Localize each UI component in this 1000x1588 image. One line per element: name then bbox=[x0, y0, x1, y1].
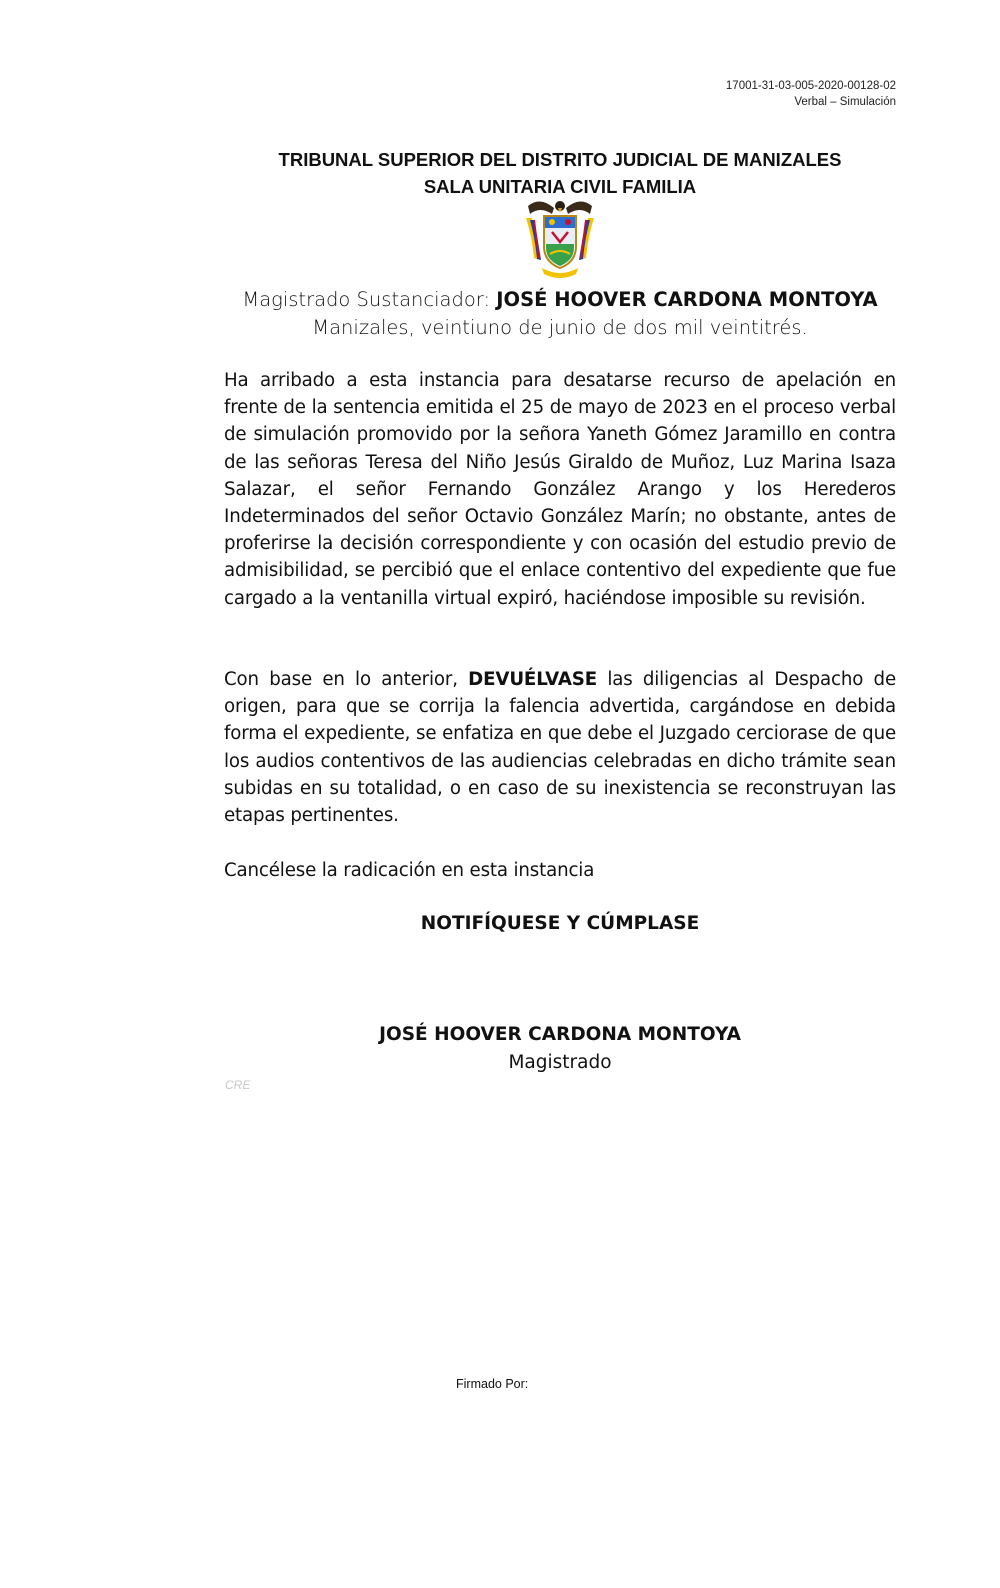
notify-heading: NOTIFÍQUESE Y CÚMPLASE bbox=[420, 913, 700, 934]
signature-title: Magistrado bbox=[508, 1052, 612, 1073]
magistrate-block bbox=[0, 286, 1000, 342]
magistrate-heading bbox=[0, 286, 1000, 314]
signature-name: JOSÉ HOOVER CARDONA MONTOYA bbox=[379, 1024, 741, 1045]
court-name: TRIBUNAL SUPERIOR DEL DISTRITO JUDICIAL DE MANIZALES bbox=[278, 149, 842, 170]
paragraph-2 bbox=[224, 666, 896, 829]
case-type: Verbal – Simulación bbox=[794, 96, 896, 108]
date-line: Manizales, veintiuno de junio de dos mil veintitrés. bbox=[312, 316, 808, 339]
case-number: 17001-31-03-005-2020-00128-02 bbox=[725, 80, 896, 92]
paragraph-2-rest: las diligencias al Despacho de origen, para que se corrija la falencia advertida, cargándose en debida forma el expediente, se enfatiza en que debe el Juzgado cerciorase de que los audios contentivos de las audiencias celebradas en dicho trámite sean subidas en su totalidad, o en caso de su inexistencia se reconstruyan las etapas pertinentes. bbox=[224, 669, 896, 827]
paragraph-2-intro: Con base en lo anterior, bbox=[224, 669, 469, 690]
magistrate-label: Magistrado Sustanciador: bbox=[242, 288, 497, 311]
signed-by-label: Firmado Por: bbox=[456, 1377, 529, 1391]
paragraph-2-order: DEVUÉLVASE bbox=[468, 669, 597, 690]
court-heading bbox=[0, 146, 1000, 200]
court-chamber: SALA UNITARIA CIVIL FAMILIA bbox=[423, 176, 697, 197]
paragraph-3: Cancélese la radicación en esta instancia bbox=[224, 860, 595, 881]
transcriber-initials: CRE bbox=[225, 1078, 251, 1092]
signature-block bbox=[0, 1021, 1000, 1077]
paragraph-1: Ha arribado a esta instancia para desatarse recurso de apelación en frente de la sentencia emitida el 25 de mayo de 2023 en el proceso verbal de simulación promovido por la señora Yaneth Gómez Jaramillo en contra de las señoras Teresa del Niño Jesús Giraldo de Muñoz, Luz Marina Isaza Salazar, el señor Fernando González Arango y los Herederos Indeterminados del señor Octavio González Marín; no obstante, antes de proferirse la decisión correspondiente y con ocasión del estudio previo de admisibilidad, se percibió que el enlace contentivo del expediente que fue cargado a la ventanilla virtual expiró, haciéndose imposible su revisión. bbox=[224, 370, 896, 609]
case-reference bbox=[726, 78, 896, 110]
magistrate-name: JOSÉ HOOVER CARDONA MONTOYA bbox=[496, 288, 878, 311]
colombia-coat-of-arms-icon bbox=[522, 196, 598, 280]
